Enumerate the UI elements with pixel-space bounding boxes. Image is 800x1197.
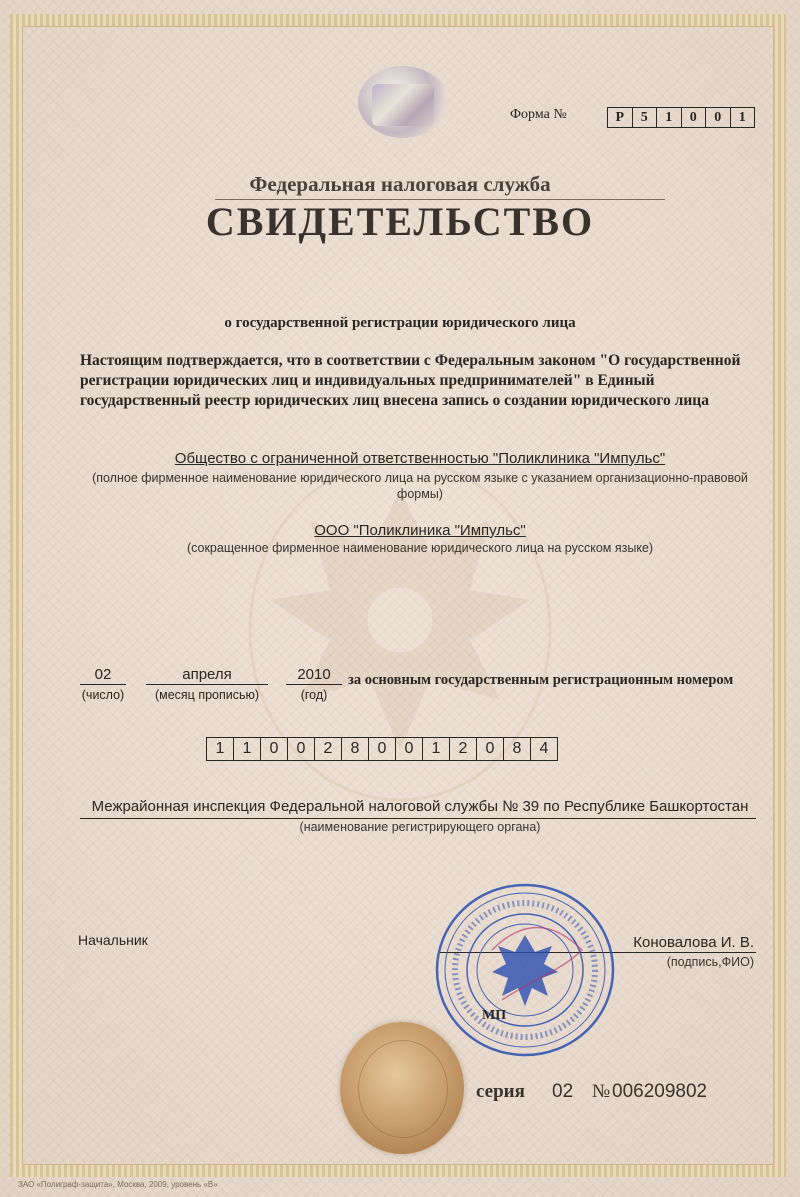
hologram-core — [372, 84, 434, 126]
registration-year: 2010 — [286, 666, 342, 685]
ogrn-digit: 1 — [207, 738, 234, 760]
authority-rule — [80, 818, 756, 819]
gold-seal-ring — [358, 1040, 448, 1138]
day-hint: (число) — [81, 688, 125, 702]
ogrn-digit: 2 — [315, 738, 342, 760]
form-number-char: 0 — [706, 108, 731, 127]
ogrn-digit: 2 — [450, 738, 477, 760]
signer-position: Начальник — [78, 932, 148, 948]
signer-name: Коновалова И. В. — [633, 934, 754, 951]
short-name-hint: (сокращенное фирменное наименование юридического лица на русском языке) — [186, 541, 654, 555]
printer-imprint: ЗАО «Полиграф-защита», Москва, 2009, уровень «В» — [18, 1180, 218, 1189]
series-label: серия — [476, 1081, 525, 1102]
form-number-char: 5 — [633, 108, 658, 127]
number-sign: № — [592, 1081, 611, 1102]
ogrn-digit: 0 — [396, 738, 423, 760]
ogrn-digit: 0 — [369, 738, 396, 760]
full-company-name-text: Общество с ограниченной ответственностью "Поликлиника "Импульс" — [174, 450, 666, 467]
year-hint: (год) — [300, 688, 328, 702]
ogrn-digit: 1 — [234, 738, 261, 760]
form-number-boxes — [607, 107, 755, 128]
official-stamp — [432, 880, 618, 1060]
ogrn-number-boxes — [206, 737, 558, 761]
ogrn-digit: 0 — [261, 738, 288, 760]
form-number-char: 0 — [682, 108, 707, 127]
form-number-char: 1 — [738, 110, 746, 125]
form-label: Форма № — [510, 107, 567, 122]
form-number-char: Р — [608, 108, 633, 127]
ogrn-digit: 8 — [342, 738, 369, 760]
signature-hint: (подпись,ФИО) — [666, 955, 754, 969]
short-company-name-text: ООО "Поликлиника "Импульс" — [314, 522, 526, 539]
registering-authority: Межрайонная инспекция Федеральной налоговой службы № 39 по Республике Башкортостан — [91, 798, 749, 815]
agency-name: Федеральная налоговая служба — [249, 172, 551, 196]
document-title: СВИДЕТЕЛЬСТВО — [205, 199, 595, 244]
month-hint: (месяц прописью) — [154, 688, 260, 702]
full-company-name — [80, 450, 760, 467]
ogrn-caption: за основным государственным регистрационным номером — [348, 672, 734, 688]
registration-day: 02 — [80, 666, 126, 685]
series-value: 02 — [552, 1081, 574, 1102]
full-name-hint: (полное фирменное наименование юридического лица на русском языке с указанием организационно-правовой формы) — [92, 471, 748, 501]
stamp-place-mark: МП — [482, 1008, 507, 1023]
statement-paragraph: Настоящим подтверждается, что в соответствии с Федеральным законом "О государственной регистрации юридических лиц и индивидуальных предпринимателей" в Единый государственный реестр юридических лиц внесена запись о создании юридического лица — [80, 352, 741, 409]
registration-month: апреля — [146, 666, 268, 685]
authority-hint: (наименование регистрирующего органа) — [299, 820, 541, 834]
certificate-number: 006209802 — [612, 1081, 708, 1102]
short-company-name — [80, 522, 760, 539]
ogrn-digit: 0 — [288, 738, 315, 760]
ogrn-digit: 8 — [504, 738, 531, 760]
form-number-char: 1 — [657, 108, 682, 127]
document-subtitle: о государственной регистрации юридического лица — [224, 315, 576, 331]
ogrn-digit: 0 — [477, 738, 504, 760]
ogrn-digit: 1 — [423, 738, 450, 760]
ogrn-digit: 4 — [539, 740, 549, 757]
